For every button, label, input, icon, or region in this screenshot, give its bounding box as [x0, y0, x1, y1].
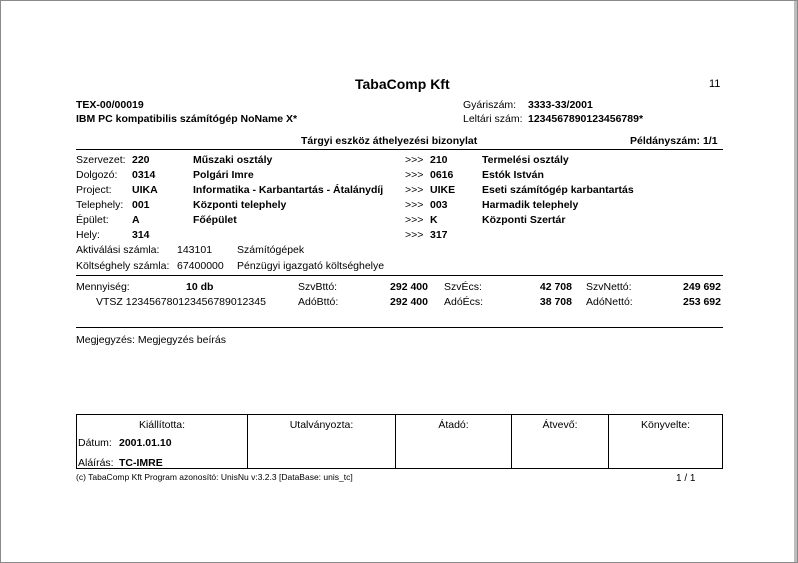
adobtto-value: 292 400 [390, 296, 428, 308]
signature-value: TC-IMRE [119, 457, 163, 469]
to-name: Estók István [482, 169, 544, 181]
from-name: Polgári Imre [193, 169, 254, 181]
asset-name: IBM PC kompatibilis számítógép NoName X* [76, 113, 298, 125]
page-number: 11 [709, 78, 721, 90]
serial-value: 3333-33/2001 [528, 99, 593, 111]
to-name: Központi Szertár [482, 214, 566, 226]
to-code: 317 [430, 229, 448, 241]
to-code: 210 [430, 154, 448, 166]
adoecs-label: AdóÉcs: [444, 296, 484, 308]
to-code: K [430, 214, 438, 226]
arrow-marker: >>> [405, 199, 424, 211]
adoecs-value: 38 708 [539, 296, 572, 308]
row-label: Project: [76, 184, 112, 196]
arrow-marker: >>> [405, 169, 424, 181]
vtsz-code: VTSZ 123456780123456789012345 [96, 296, 266, 308]
adonetto-label: AdóNettó: [586, 296, 633, 308]
issued-by-cell [77, 415, 248, 469]
from-code: 0314 [132, 169, 156, 181]
handed-over-cell [396, 415, 512, 469]
activation-name: Számítógépek [237, 244, 305, 256]
row-label: Dolgozó: [76, 169, 118, 181]
copy-count: Példányszám: 1/1 [630, 135, 718, 147]
note-text: Megjegyzés: Megjegyzés beírás [76, 334, 226, 346]
booked-by-label: Könyvelte: [640, 419, 691, 431]
costcenter-name: Pénzügyi igazgató költséghelye [237, 260, 385, 272]
szvbtto-label: SzvBttó: [298, 281, 338, 293]
szvnetto-value: 249 692 [683, 281, 721, 293]
row-label: Hely: [76, 229, 100, 241]
divider [76, 275, 723, 276]
costcenter-code: 67400000 [177, 260, 224, 272]
from-name: Központi telephely [193, 199, 287, 211]
asset-code: TEX-00/00019 [76, 99, 144, 111]
signature-table [76, 414, 723, 469]
from-code: A [132, 214, 140, 226]
inventory-label: Leltári szám: [463, 113, 523, 125]
signature-label: Aláírás: [78, 457, 114, 469]
to-code: 003 [430, 199, 448, 211]
from-code: 314 [132, 229, 150, 241]
from-code: 220 [132, 154, 150, 166]
costcenter-label: Költséghely számla: [76, 260, 170, 272]
row-label: Szervezet: [76, 154, 126, 166]
to-name: Harmadik telephely [482, 199, 579, 211]
szvecs-label: SzvÉcs: [444, 281, 482, 293]
from-name: Informatika - Karbantartás - Átalánydíj [193, 184, 384, 196]
inventory-value: 1234567890123456789* [528, 113, 644, 125]
arrow-marker: >>> [405, 214, 424, 226]
szvecs-value: 42 708 [539, 281, 572, 293]
from-name: Műszaki osztály [193, 154, 273, 166]
to-code: 0616 [430, 169, 454, 181]
szvnetto-label: SzvNettó: [586, 281, 632, 293]
issued-by-label: Kiállította: [138, 419, 186, 431]
serial-label: Gyáriszám: [463, 99, 517, 111]
company-name: TabaComp Kft [355, 76, 450, 92]
divider [76, 327, 723, 328]
received-by-label: Átvevő: [542, 419, 578, 431]
arrow-marker: >>> [405, 184, 424, 196]
date-value: 2001.01.10 [119, 437, 172, 449]
quantity-value: 10 db [186, 281, 214, 293]
szvbtto-value: 292 400 [390, 281, 428, 293]
adonetto-value: 253 692 [683, 296, 721, 308]
document-title: Tárgyi eszköz áthelyezési bizonylat [301, 135, 478, 147]
row-label: Telephely: [76, 199, 124, 211]
to-name: Eseti számítógép karbantartás [482, 184, 634, 196]
from-name: Főépület [193, 214, 237, 226]
approved-by-cell [248, 415, 396, 469]
booked-by-cell [609, 415, 723, 469]
approved-by-label: Utalványozta: [289, 419, 354, 431]
to-code: UIKE [430, 184, 456, 196]
activation-code: 143101 [177, 244, 213, 256]
divider [76, 149, 723, 150]
footer-page-count: 1 / 1 [676, 473, 696, 484]
footer-text: (c) TabaComp Kft Program azonosító: UnisNu v:3.2.3 [DataBase: unis_tc] [76, 472, 353, 482]
from-code: UIKA [132, 184, 158, 196]
arrow-marker: >>> [405, 229, 424, 241]
to-name: Termelési osztály [482, 154, 569, 166]
arrow-marker: >>> [405, 154, 424, 166]
activation-label: Aktiválási számla: [76, 244, 160, 256]
date-label: Dátum: [78, 437, 112, 449]
handed-over-label: Átadó: [438, 419, 469, 431]
received-by-cell [512, 415, 609, 469]
quantity-label: Mennyiség: [76, 281, 130, 293]
row-label: Épület: [76, 214, 109, 226]
from-code: 001 [132, 199, 150, 211]
adobtto-label: AdóBttó: [298, 296, 339, 308]
